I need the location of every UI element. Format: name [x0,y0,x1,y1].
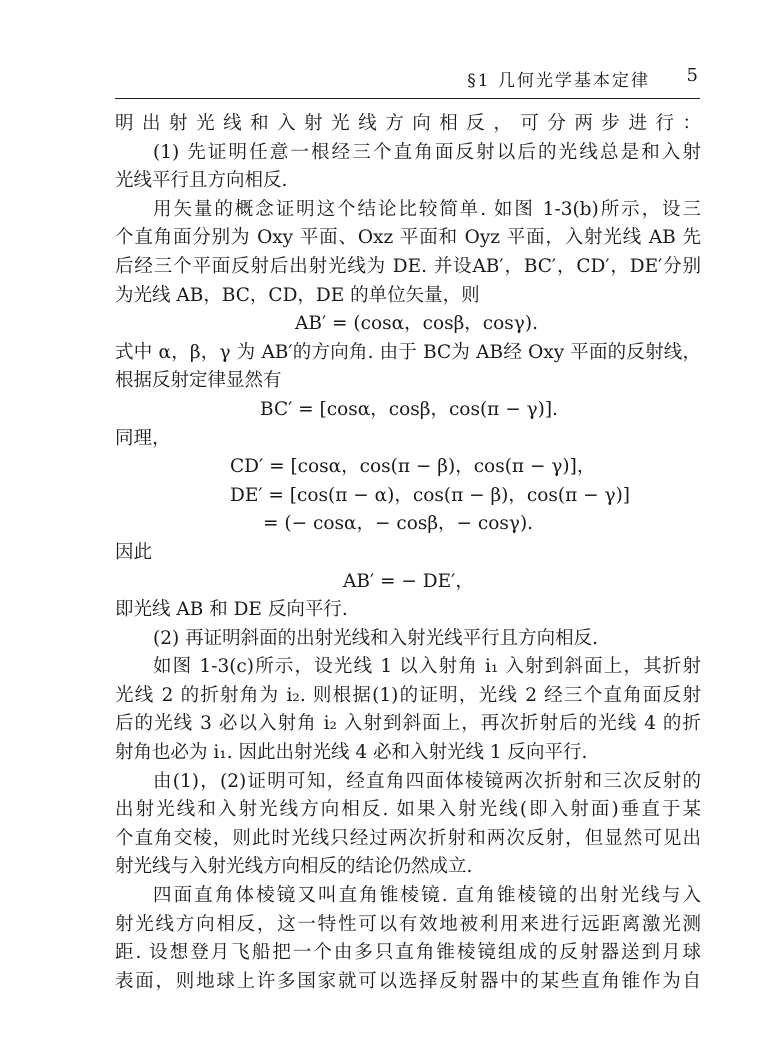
text-line: 射角也必为 i₁. 因此出射光线 4 必和入射光线 1 反向平行. [115,742,588,764]
text-line: 射光线与入射光线方向相反的结论仍然成立. [115,856,473,878]
text-line: 出射光线和入射光线方向相反. 如果入射光线(即入射面)垂直于某 [115,799,701,821]
text-line: 光线 2 的折射角为 i₂. 则根据(1)的证明，光线 2 经三个直角面反射 [115,684,701,706]
text-line: 如图 1-3(c)所示，设光线 1 以入射角 i₁ 入射到斜面上，其折射 [153,656,701,678]
page-number: 5 [686,65,698,86]
text-line: 明出射光线和入射光线方向相反，可分两步进行： [115,113,701,134]
equation-de-result: = (− cosα，− cosβ，− cosγ). [263,513,534,535]
text-line: 个直角面分别为 Oxy 平面、Oxz 平面和 Oyz 平面，入射光线 AB 先 [115,227,701,249]
equation-cd: CD′ = [cosα，cos(π − β)，cos(π − γ)]， [230,456,596,478]
text-line: 距. 设想登月飞船把一个由多只直角锥棱镜组成的反射器送到月球 [115,942,701,964]
equation-de: DE′ = [cos(π − α)，cos(π − β)，cos(π − γ)] [230,484,631,506]
page-body [115,110,701,996]
text-line: 用矢量的概念证明这个结论比较简单. 如图 1-3(b)所示，设三 [153,198,701,220]
text-line: 由(1)，(2)证明可知，经直角四面体棱镜两次折射和三次反射的 [153,770,701,792]
text-line: 射光线方向相反，这一特性可以有效地被利用来进行远距离激光测 [115,913,701,935]
equation-ab: AB′ = (cosα，cosβ，cosγ). [295,313,538,335]
text-line: 同理， [115,427,171,449]
equation-bc: BC′ = [cosα，cosβ，cos(π − γ)]. [260,398,558,420]
text-line: 后经三个平面反射后出射光线为 DE. 并设AB′，BC′，CD′，DE′分别 [115,255,701,277]
text-line: (1) 先证明任意一根经三个直角面反射以后的光线总是和入射 [153,141,701,163]
equation-ab-de: AB′ = − DE′， [343,570,474,592]
text-line: 光线平行且方向相反. [115,170,288,192]
running-header [115,58,700,99]
text-line: 为光线 AB，BC，CD，DE 的单位矢量，则 [115,284,480,306]
text-line: 因此 [115,541,153,563]
text-line: (2) 再证明斜面的出射光线和入射光线平行且方向相反. [153,627,598,649]
section-title: §1 几何光学基本定律 [467,71,650,91]
text-line: 式中 α，β，γ 为 AB′的方向角. 由于 BC为 AB经 Oxy 平面的反射线， [115,341,701,363]
text-line: 四面直角体棱镜又叫直角锥棱镜. 直角锥棱镜的出射光线与入 [153,885,701,907]
text-line: 根据反射定律显然有 [115,370,282,392]
text-line: 个直角交棱，则此时光线只经过两次折射和两次反射，但显然可见出 [115,827,701,849]
text-line: 即光线 AB 和 DE 反向平行. [115,599,348,621]
text-line: 后的光线 3 必以入射角 i₂ 入射到斜面上，再次折射后的光线 4 的折 [115,713,701,735]
text-line: 表面，则地球上许多国家就可以选择反射器中的某些直角锥作为自 [115,970,701,992]
